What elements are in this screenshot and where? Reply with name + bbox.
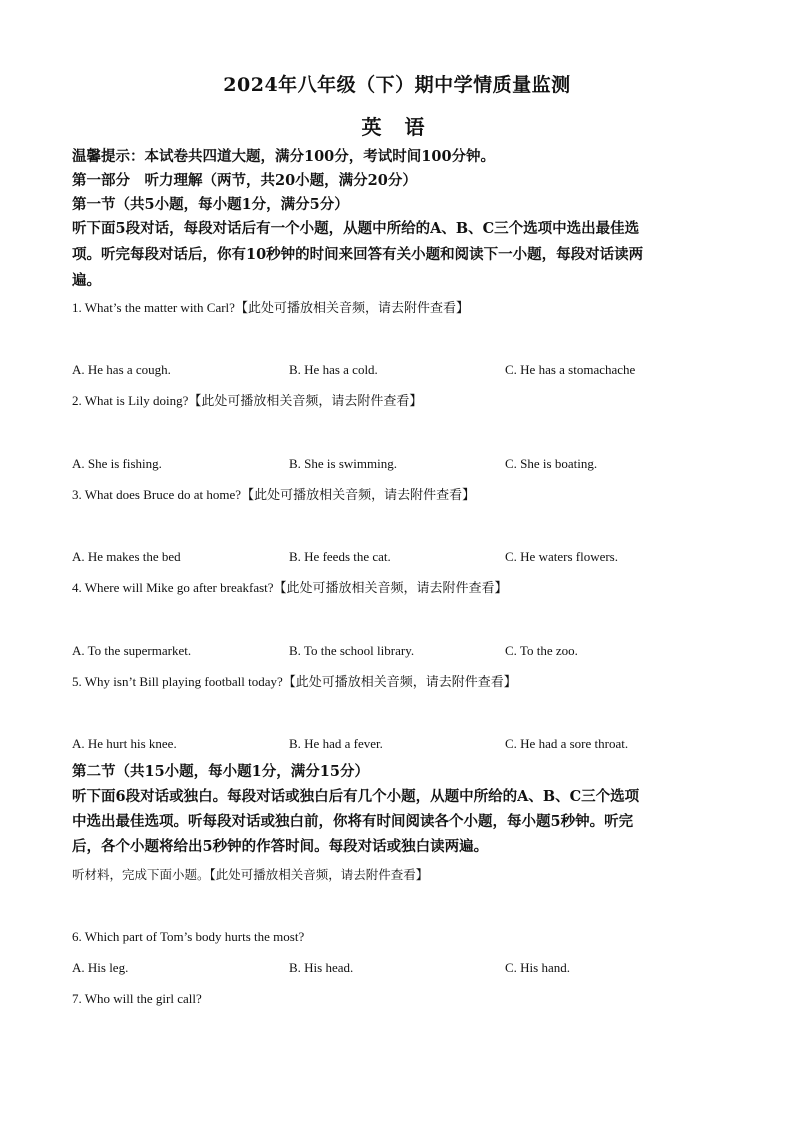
question-3-stem: 3. What does Bruce do at home?【此处可播放相关音频，请去附件查看】 — [72, 487, 476, 502]
section1-instruction-line: 项。听完每段对话后，你有10秒钟的时间来回答有关小题和阅读下一小题，每段对话读两 — [72, 246, 644, 263]
option-c: C. He had a sore throat. — [505, 736, 629, 751]
option-b: B. He has a cold. — [289, 362, 378, 377]
option-a: A. His leg. — [72, 960, 129, 975]
part1-heading: 第一部分 听力理解（两节，共20小题，满分20分） — [72, 172, 417, 189]
option-b: B. His head. — [289, 960, 354, 975]
option-a: A. He hurt his knee. — [72, 736, 177, 751]
question-1-options — [72, 360, 732, 380]
option-c: C. He waters flowers. — [505, 549, 618, 564]
subject-title: 英 语 — [361, 115, 433, 139]
question-6-stem: 6. Which part of Tom’s body hurts the most? — [72, 929, 305, 944]
question-3-options — [72, 547, 732, 567]
exam-title: 2024年八年级（下）期中学情质量监测 — [223, 74, 571, 96]
question-2-options — [72, 454, 732, 474]
notice-text: 温馨提示：本试卷共四道大题，满分100分，考试时间100分钟。 — [72, 148, 496, 165]
section2-instruction-line: 后，各个小题将给出5秒钟的作答时间。每段对话或独白读两遍。 — [72, 838, 489, 855]
section2-instruction-line: 中选出最佳选项。听每段对话或独白前，你将有时间阅读各个小题，每小题5秒钟。听完 — [72, 813, 634, 830]
material-note: 听材料，完成下面小题。【此处可播放相关音频，请去附件查看】 — [72, 867, 429, 882]
option-a: A. To the supermarket. — [72, 643, 192, 658]
question-5-stem: 5. Why isn’t Bill playing football today?【此处可播放相关音频，请去附件查看】 — [72, 674, 517, 689]
section2-heading: 第二节（共15小题，每小题1分，满分15分） — [72, 763, 369, 780]
option-c: C. To the zoo. — [505, 643, 578, 658]
option-c: C. She is boating. — [505, 456, 598, 471]
section1-instruction-line: 遍。 — [72, 272, 101, 289]
question-1-stem: 1. What’s the matter with Carl?【此处可播放相关音频，请去附件查看】 — [72, 300, 469, 315]
option-b: B. She is swimming. — [289, 456, 397, 471]
option-c: C. He has a stomachache — [505, 362, 636, 377]
option-a: A. She is fishing. — [72, 456, 162, 471]
section1-instruction-line: 听下面5段对话，每段对话后有一个小题，从题中所给的A、B、C三个选项中选出最佳选 — [72, 220, 640, 237]
option-a: A. He has a cough. — [72, 362, 171, 377]
section2-instruction-line: 听下面6段对话或独白。每段对话或独白后有几个小题，从题中所给的A、B、C三个选项 — [72, 788, 640, 805]
option-c: C. His hand. — [505, 960, 570, 975]
question-6-options — [72, 958, 732, 978]
question-4-stem: 4. Where will Mike go after breakfast?【此处可播放相关音频，请去附件查看】 — [72, 580, 508, 595]
question-7-stem: 7. Who will the girl call? — [72, 991, 202, 1006]
question-4-options — [72, 641, 732, 661]
question-2-stem: 2. What is Lily doing?【此处可播放相关音频，请去附件查看】 — [72, 393, 423, 408]
option-b: B. To the school library. — [289, 643, 415, 658]
option-b: B. He had a fever. — [289, 736, 383, 751]
question-5-options — [72, 734, 732, 754]
option-a: A. He makes the bed — [72, 549, 181, 564]
option-b: B. He feeds the cat. — [289, 549, 391, 564]
section1-heading: 第一节（共5小题，每小题1分，满分5分） — [72, 196, 349, 213]
